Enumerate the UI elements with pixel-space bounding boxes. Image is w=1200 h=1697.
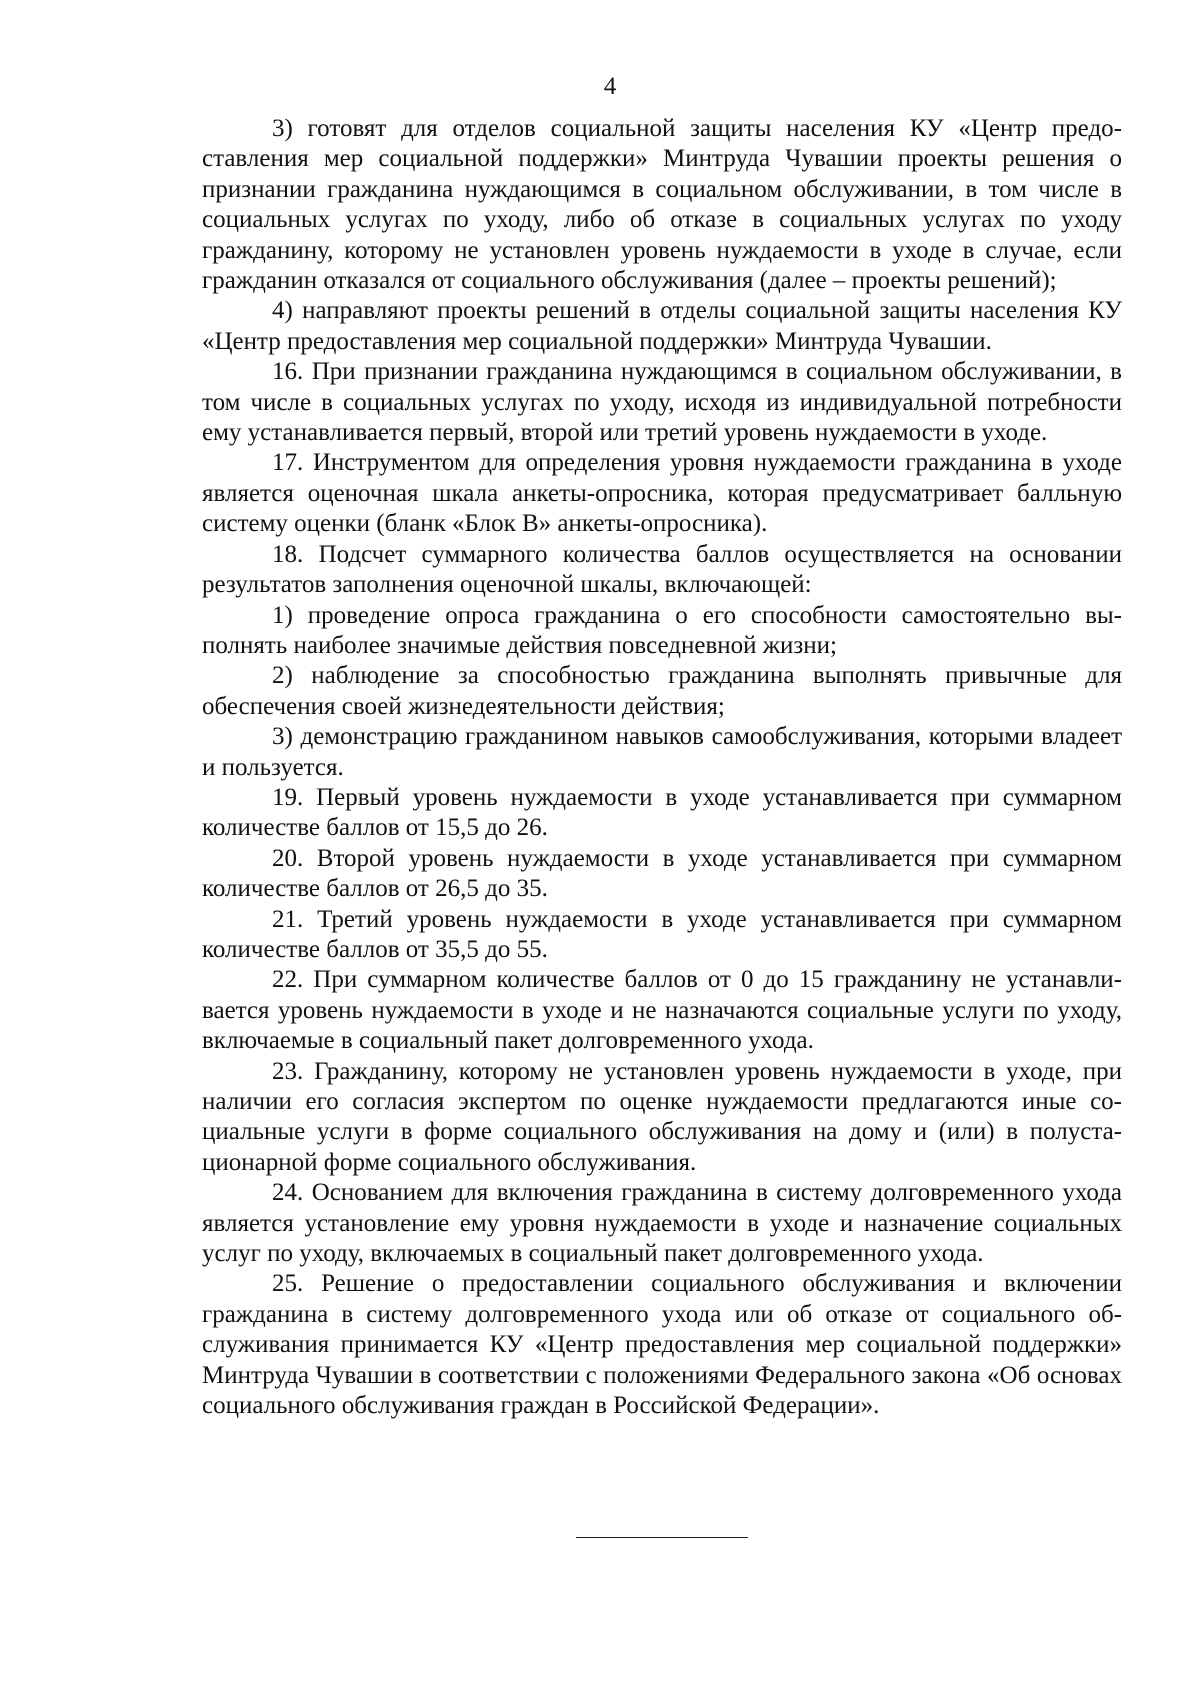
paragraph-21: 21. Третий уровень нуждаемости в уходе устанавливается при суммарном количестве баллов от 35,5 до 55. — [202, 905, 1122, 963]
paragraph-item-4: 4) направляют проекты решений в отделы социальной защиты населения КУ «Центр предоставления мер социальной поддержки» Минтруда Чувашии. — [202, 297, 1122, 355]
paragraph-20: 20. Второй уровень нуждаемости в уходе устанавливается при суммарном количестве баллов от 26,5 до 35. — [202, 844, 1122, 903]
closing-divider — [576, 1537, 748, 1538]
paragraph-18-item-3: 3) демонстрацию гражданином навыков самообслуживания, которыми владеет и пользуется. — [202, 723, 1122, 781]
paragraph-24: 24. Основанием для включения гражданина в систему долговременного ухода является установление ему уровня нуждаемости в уходе и назначение социальных услуг по уходу, включаемых в социальный пакет долговременного ухода. — [202, 1179, 1122, 1268]
paragraph-23: 23. Гражданину, которому не установлен уровень нуждаемости в уходе, при наличии его согласия экспертом по оценке нуждаемости предлагаются иные социальные услуги в форме социального обслуживания на дому и (или) в полустационарной форме социального обслуживания. — [202, 1057, 1122, 1176]
paragraph-16: 16. При признании гражданина нуждающимся в социальном обслуживании, в том числе в социальных услугах по уходу, исходя из индивидуальной потребности ему устанавливается первый, второй или третий уровень нуждаемости в уходе. — [202, 358, 1122, 447]
paragraph-17: 17. Инструментом для определения уровня нуждаемости гражданина в уходе является оценочная шкала анкеты-опросника, которая предусматривает балльную систему оценки (бланк «Блок В» анкеты-опросника). — [202, 449, 1122, 538]
paragraph-item-3: 3) готовят для отделов социальной защиты населения КУ «Центр предоставления мер социальной поддержки» Минтруда Чувашии проекты решения о признании гражданина нуждающимся в социальном обслуживании, в том числе в социальных услугах по уходу, либо об отказе в социальных услугах по уходу гражданину, которому не установлен уровень нуждаемости в уходе в случае, если гражданин отказался от социального обслуживания (далее – проекты решений); — [202, 115, 1122, 295]
paragraph-18-item-1: 1) проведение опроса гражданина о его способности самостоятельно выполнять наиболее значимые действия повседневной жизни; — [202, 601, 1122, 659]
paragraph-18-item-2: 2) наблюдение за способностью гражданина выполнять привычные для обеспечения своей жизнедеятельности действия; — [202, 662, 1122, 720]
paragraph-19: 19. Первый уровень нуждаемости в уходе устанавливается при суммарном количестве баллов от 15,5 до 26. — [202, 783, 1122, 842]
document-body — [202, 114, 1122, 1421]
paragraph-18: 18. Подсчет суммарного количества баллов осуществляется на основании результатов заполнения оценочной шкалы, включающей: — [202, 540, 1122, 599]
paragraph-22: 22. При суммарном количестве баллов от 0 до 15 гражданину не устанавливается уровень нуждаемости в уходе и не назначаются социальные услуги по уходу, включаемые в социальный пакет долговременного ухода. — [202, 966, 1122, 1055]
page-number: 4 — [603, 73, 617, 100]
paragraph-25: 25. Решение о предоставлении социального обслуживания и включении гражданина в систему долговременного ухода или об отказе от социального обслуживания принимается КУ «Центр предоставления мер социальной поддержки» Минтруда Чувашии в соответствии с положениями Федерального закона «Об основах социального обслуживания граждан в Российской Федерации». — [202, 1270, 1122, 1420]
